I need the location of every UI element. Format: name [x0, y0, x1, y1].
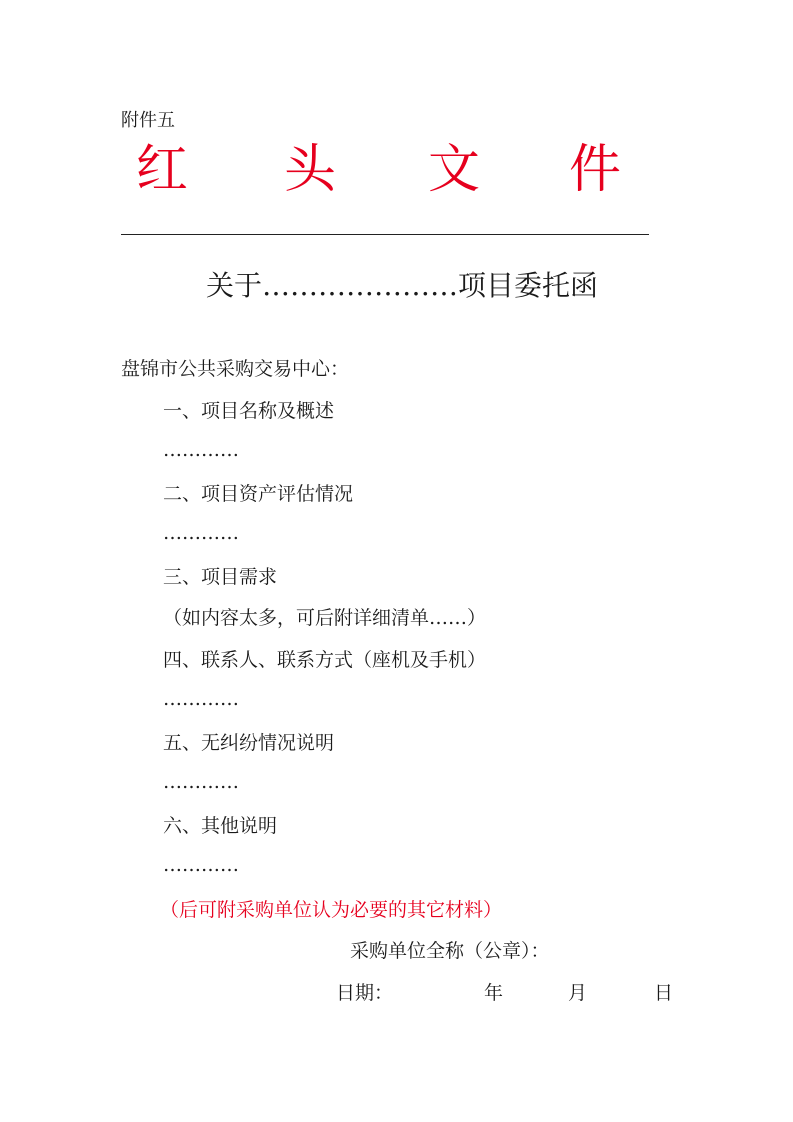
red-header-char-4: 件 — [569, 140, 622, 200]
signature-label: 采购单位全称（公章）： — [350, 940, 550, 962]
section-3-heading: 三、项目需求 — [163, 566, 278, 588]
header-divider — [121, 234, 649, 235]
section-1-content: ………… — [163, 439, 239, 461]
section-1-heading: 一、项目名称及概述 — [163, 400, 335, 422]
section-2-content: ………… — [163, 522, 239, 544]
section-4-heading: 四、联系人、联系方式（座机及手机） — [163, 649, 487, 671]
addressee: 盘锦市公共采购交易中心： — [121, 358, 350, 380]
section-6-heading: 六、其他说明 — [163, 815, 278, 837]
section-4-content: ………… — [163, 688, 239, 710]
section-5-heading: 五、无纠纷情况说明 — [163, 732, 335, 754]
attachment-label: 附件五 — [121, 110, 175, 131]
date-year: 年 — [484, 982, 504, 1004]
section-5-content: ………… — [163, 771, 239, 793]
attachment-note: （后可附采购单位认为必要的其它材料） — [160, 899, 503, 921]
document-title: 关于…………………项目委托函 — [206, 269, 599, 302]
date-month: 月 — [568, 982, 588, 1004]
section-3-content: （如内容太多，可后附详细清单……） — [163, 607, 487, 629]
red-header-char-2: 头 — [284, 140, 337, 200]
date-day: 日 — [654, 982, 674, 1004]
red-header-title — [136, 140, 636, 200]
red-header-char-1: 红 — [136, 140, 189, 200]
red-header-char-3: 文 — [428, 140, 481, 200]
section-2-heading: 二、项目资产评估情况 — [163, 483, 354, 505]
date-label: 日期： — [336, 982, 394, 1004]
section-6-content: ………… — [163, 854, 239, 876]
